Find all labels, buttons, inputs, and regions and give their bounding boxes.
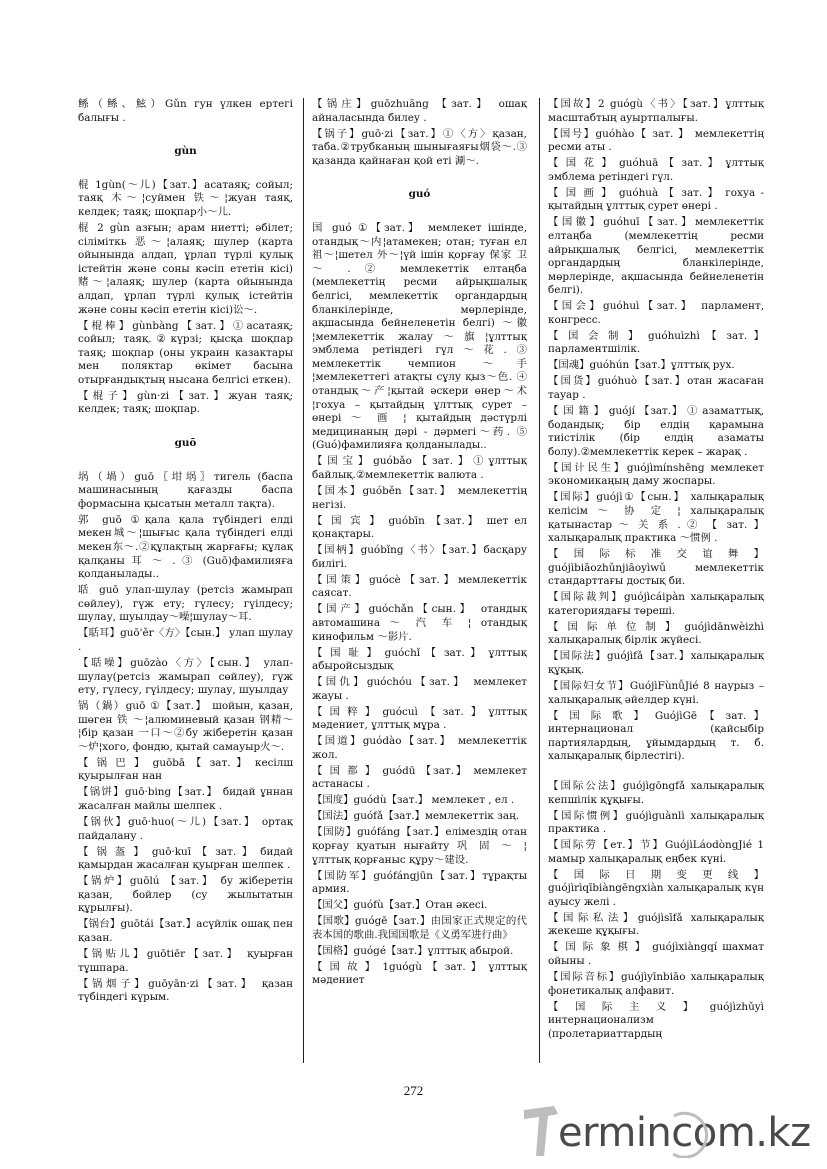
column-2 — [312, 98, 527, 1058]
dictionary-entry: 【 国 际 日 期 变 更 线 】 guójìrìqībiàngēngxiàn халықаралық күн ауысу желі . — [548, 868, 764, 908]
dictionary-entry: 【 国 际 主 义 】 guójìzhǔyì интернационализм (пролетариаттардың — [548, 1000, 764, 1040]
dictionary-entry: 【 国 都 】 guódū 【зат.】 мемлекет астанасы . — [312, 764, 527, 791]
dictionary-entry: 【锅饼】guō·bing【зат.】 бидай ұннан жасалған майлы шелпек . — [78, 786, 293, 813]
dictionary-entry: 【聒耳】guō'ěr〈方〉【сын.】 улап шулау . — [78, 627, 293, 653]
dictionary-entry: 【国产】guóchǎn【сын.】 отандық автомашина ～ 汽 车 ¦ отандық кинофильм ～影片. — [312, 603, 527, 643]
dictionary-entry: 【锅伙】guō·huo(～儿)【зат.】 ортақ пайдалану . — [78, 816, 293, 842]
dictionary-entry: 【国父】guófù【зат.】Отан әкесі. — [312, 899, 488, 912]
column-3 — [548, 98, 764, 1058]
section-heading: guō — [174, 437, 197, 450]
dictionary-entry: 【棍子】gùn·zi【зат.】жуан таяқ; келдек; таяқ; шоқпар. — [78, 389, 293, 416]
dictionary-entry: 国 guó ①【зат.】 мемлекет ішінде, отандық～内¦атамекен; отан; туған ел 祖～¦шетел 外～¦үй ішін қорғау 保家 卫 ～ . ② мемлекеттік елтаңба (мемлекеттің ресми айрықшалық белгісі, мемлекеттік органдардың бланкілерінде, мөрлерінде, ақшасында бейнеленетін белгі) ～徽¦мемлекеттік жалау～旗¦ұлттық эмблема ретіндегі гүл～花.③ мемлекеттік чемпион ～手¦мемлекеттегі атақты сұлу қыз～色. ④ отандық～产¦қытай әскери өнер～术¦гохуа – қытайдың ұлттық сурет – өнері ～ 画 ¦ қытайдың дәстүрлі медицинаның дәрі - дәрмегі～药. ⑤ (Guó)фамилияға қолданылады.. — [312, 221, 527, 452]
dictionary-entry: 【国仇】guóchóu【зат.】 мемлекет жауы . — [312, 676, 527, 702]
dictionary-entry: 【锅贴儿】guōtiēr【зат.】 қуырған тұшпара. — [78, 947, 293, 974]
dictionary-entry: 【国际公法】guójìgōngfǎ халықаралық кепшілік құқығы. — [548, 779, 764, 806]
dictionary-entry: 【国法】guófǎ【зат.】мемлекеттік заң. — [312, 810, 520, 823]
column-1 — [78, 98, 293, 1058]
dictionary-entry: 【锅庄】guōzhuāng 【зат.】 ошақ айналасында билеу . — [312, 98, 527, 124]
dictionary-entry: 【国格】guógé【зат.】ұлттық абырой. — [312, 944, 514, 957]
dictionary-entry: 【 锅 巴 】 guōbā 【 зат. 】 кесілш қуырылған нан — [78, 756, 293, 783]
dictionary-entry: 【 国 际 象 棋 】 guójìxiàngqí шахмат ойыны . — [548, 941, 764, 968]
termincom-logo — [524, 1102, 814, 1158]
dictionary-entry: 【 国 际 歌 】 GuójìGē 【 зат. 】 интернационал (қайсыбір партиялардың, ұйымдардың т. б. халықаралық бірлестігі). — [548, 709, 764, 763]
dictionary-entry: 鲧（鲧、鮌）Gǔn гун үлкен ертегі балығы . — [78, 98, 293, 124]
dictionary-entry: 【国策】guócè【зат.】мемлекеттік саясат. — [312, 573, 527, 600]
dictionary-entry: 【锅炉】guōlú 【зат.】 бу жіберетін қазан, бойлер (су жылытатын құрылғы). — [78, 875, 293, 915]
dictionary-entry: 【国徽】guóhuī【зат.】мемлекеттік елтаңба (мемлекеттің ресми айрықшалық белгісі, мемлекеттік органдардың бланкілерінде, мөрлерінде, ақшасында бейнеленетін белгі). — [548, 216, 764, 297]
dictionary-entry: 【国货】guóhuò【зат.】отан жасаған тауар . — [548, 375, 764, 401]
dictionary-entry: 【国际惯例】guójìguànlì халықаралық практика . — [548, 809, 764, 836]
dictionary-entry: 【国号】guóhào【 зат. 】 мемлекеттің ресми аты . — [548, 127, 764, 154]
dictionary-entry: 【聒噪】guōzào〈方〉【сын.】 улап-шулау(ретсіз жамырап сөйлеу), гүж ету, гүлесу, гүілдесу; шулау, шуылдау — [78, 656, 293, 697]
dictionary-entry: 【国魂】guóhún【зат.】ұлттық рух. — [548, 359, 735, 372]
dictionary-entry: 【棍棒】gùnbàng【зат.】①асатаяқ; сойыл; таяқ.②күрзі; қысқа шоқпар таяқ; шоқпар (оны украин казактары мен поляктар өкімет басына отырғандықтың нысана белгісі еткен). — [78, 319, 293, 386]
dictionary-entry: 【国际私法】guójìsīfǎ халықаралық жекеше құқығы. — [548, 911, 764, 938]
dictionary-entry: 【国柄】guóbǐng〈书〉【зат.】басқару билігі. — [312, 544, 527, 570]
dictionary-entry: 【 国 宾 】 guóbīn 【зат.】 шет ел қонақтары. — [312, 514, 527, 541]
dictionary-entry: 【国故】2 guógù〈书〉【зат.】ұлттық масштабтың ауыртпалығы. — [548, 98, 764, 124]
spacer — [548, 766, 764, 780]
dictionary-entry: 【国会】guóhuì【зат.】 парламент, конгресс. — [548, 300, 764, 326]
dictionary-entry: 锅（鍋）guō ①【зат.】 шойын, қазан, шөген 铁 ～¦алюминевый қазан 钢精～¦бір қазан 一口～②бу жіберетін қазан ～炉¦хого, фондю, қытай самауыр火～. — [78, 700, 293, 753]
dictionary-entry: 棍 1gùn(～儿)【зат.】асатаяқ; сойыл; таяқ 木～¦суймен 铁～¦жуан таяқ, келдек; таяқ; шоқпар小～儿. — [78, 178, 293, 218]
dictionary-entry: 【国际音标】guójìyīnbiāo халықаралық фонетикалық алфавит. — [548, 971, 764, 997]
svg-text:ermincom.kz: ermincom.kz — [558, 1110, 811, 1156]
column-divider — [303, 98, 304, 1063]
dictionary-entry: 【国际劳【ет.】节】GuójìLáodòngJié 1 мамыр халықаралық еңбек күні. — [548, 839, 764, 865]
dictionary-entry: 【国际法】guójìfǎ【зат.】халықаралық құқық. — [548, 650, 764, 677]
dictionary-entry: 【 国 会 制 】 guóhuìzhì 【 зат. 】 парламентшілік. — [548, 329, 764, 356]
section-heading: gùn — [174, 145, 197, 158]
dictionary-entry: 棍 2 gùn азғын; арам ниетті; әбілет; сіліміткь 恶～¦алаяқ; шулер (карта ойынында алдап, ұрлап түрлі қулық істейтін және соны кәсіп ететін кісі) 赌～¦алаяқ; шулер (карта ойынында алдап, ұрлап түрлі қулық істейтін және соны кәсіп ететін кісі)讼～. — [78, 221, 293, 316]
dictionary-entry: 【锅台】guōtái【зат.】асүйлік ошақ пен қазан. — [78, 918, 293, 944]
dictionary-entry: 【国粹】guócuì【зат.】ұлттық мәдениет, ұлттық мұра . — [312, 705, 527, 732]
dictionary-entry: 【国际裁判】guójìcáipàn халықаралық категориядағы төреші. — [548, 591, 764, 617]
dictionary-entry: 聒 guō улап-шулау (ретсіз жамырап сөйлеу), гүж ету; гүлесу; гүілдесу; шулау, шуылдау～噪¦шулау～耳. — [78, 584, 293, 624]
dictionary-entry: 【国道】guódào【зат.】 мемлекеттік жол. — [312, 735, 527, 761]
dictionary-entry: 【锅子】guō·zi【зат.】①〈方〉қазан, таба.②трубканың шынығаяғы烟袋～.③ қазанда қайнаған қой еті 涮～. — [312, 127, 527, 167]
dictionary-entry: 【国防军】guófángjūn【зат.】тұрақты армия. — [312, 869, 527, 896]
dictionary-entry: 【国宝】guóbǎo【зат.】①ұлттық байлық.②мемлекеттік валюта . — [312, 455, 527, 482]
dictionary-entry: 【国计民生】guójìmínshēng мемлекет экономикаңың даму жоспары. — [548, 461, 764, 488]
dictionary-entry: 【 国 故 】 1guógù 【 зат. 】 ұлттық мәдениет — [312, 960, 527, 987]
dictionary-entry: 【 国 际 标 准 交 谊 舞 】 guójìbiāozhǔnjiāoyìwǔ мемлекеттік стандарттағы достық би. — [548, 548, 764, 588]
dictionary-entry: 【国防】guófáng【зат.】елімездің отан қорғау қуатын нығайту 巩 固 ～ ¦ ұлттық қорғаныс құру～建设. — [312, 826, 527, 866]
dictionary-entry: 【国本】guóběn【зат.】 мемлекеттің негізі. — [312, 485, 527, 511]
dictionary-entry: 【国际】guójì①【сын.】 халықаралық келісім ～ 协 定 ¦ халықаралық қатынастар ～ 关 系 . ② 【 зат. 】 халықаралық практика ～惯例 . — [548, 491, 764, 545]
dictionary-entry: 郭 guō ①қала қала түбіндегі елді мекен城～¦шығыс қала түбіндегі елді мекен东～.②құлақтың жарғағы; құлақ қалқаны 耳 ～ . ③ (Guō)фамилияға қолданылады.. — [78, 513, 293, 581]
dictionary-entry: 埚（堝）guō〖坩埚〗тигель (баспа машинасының қағазды баспа формасына қысатын металл тақта). — [78, 470, 293, 510]
dictionary-entry: 【 国 籍 】 guójí 【зат.】 ① азаматтық, бодандық; бір елдің қарамына тиістілік (бір елдің азаматы болу).②мемлекеттік керек – жарақ . — [548, 404, 764, 458]
dictionary-entry: 【锅烟子】guōyān·zi【зат.】 қазан түбіндегі күрым. — [78, 977, 293, 1004]
section-heading: guó — [408, 188, 431, 201]
dictionary-entry: 【国歌】guógē【зат.】由国家正式规定的代表本国的歌曲.我国国歌是《义勇军进行曲》 — [312, 915, 527, 941]
dictionary-entry: 【 锅 盔 】 guō·kuī 【 зат. 】 бидай қамырдан жасалған қуырған шелпек . — [78, 845, 293, 872]
dictionary-entry: 【国度】guódù【зат.】 мемлекет , ел . — [312, 794, 515, 807]
column-divider — [539, 98, 540, 1063]
dictionary-entry: 【 国 花 】 guóhuā 【 зат. 】 ұлттық эмблема ретіндегі гүл. — [548, 157, 764, 183]
dictionary-entry: 【国际妇女节】GuójìFùnǚJié 8 наурыз – халықаралық әйелдер күні. — [548, 680, 764, 706]
dictionary-entry: 【 国 耻 】 guóchǐ 【 зат. 】 ұлттық абыройсыздық — [312, 646, 527, 673]
page-number: 272 — [403, 1083, 424, 1098]
dictionary-entry: 【 国 际 单 位 制 】 guójìdānwèizhì халықаралық бірлік жүйесі. — [548, 620, 764, 647]
dictionary-entry: 【 国 画 】 guóhuà 【 зат. 】 гохуа - қытайдың ұлттық сурет өнері . — [548, 186, 764, 213]
